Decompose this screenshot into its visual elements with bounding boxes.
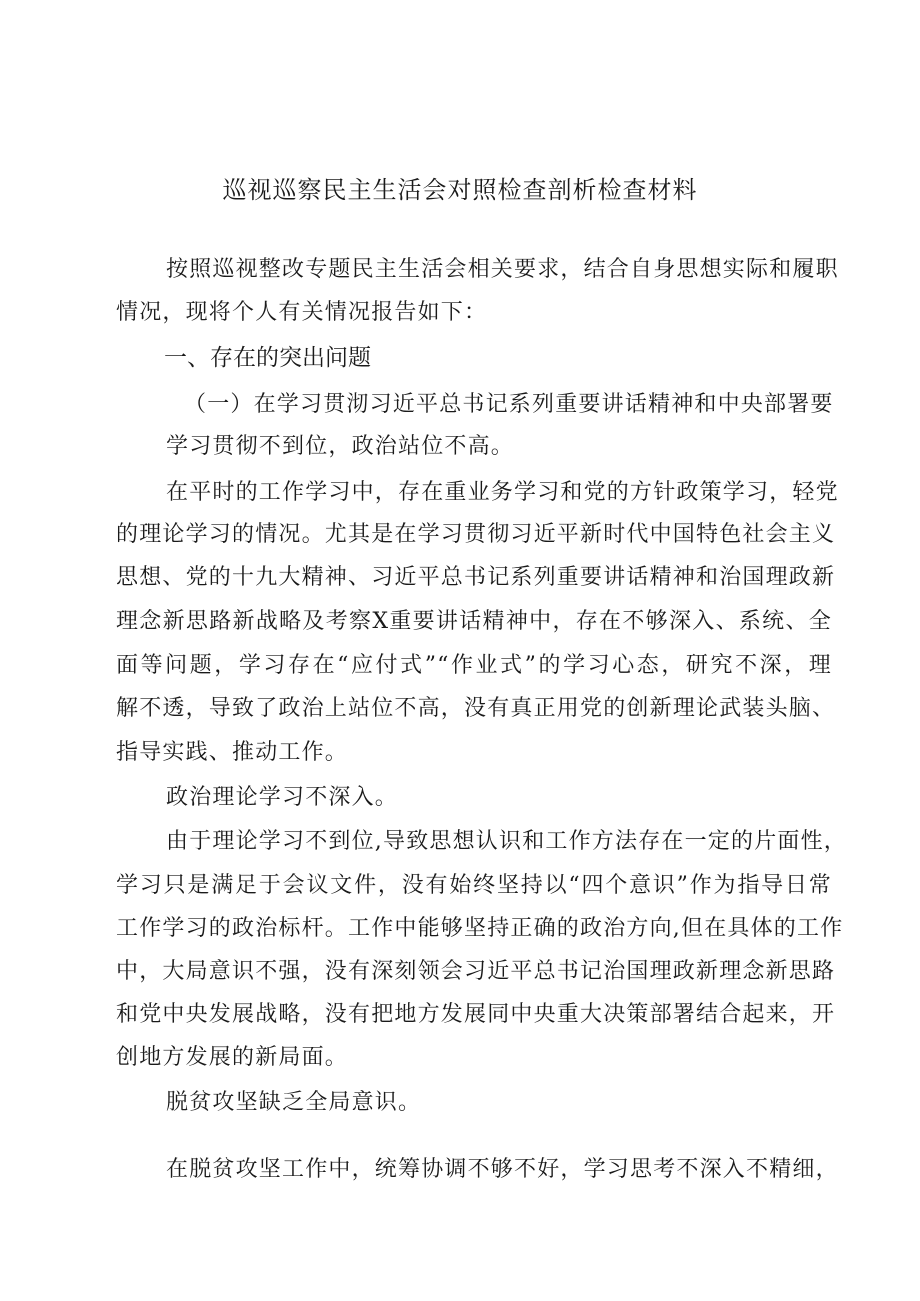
paragraph-3-line-1: 在脱贫攻坚工作中，统筹协调不够不好，学习思考不深入不精细， bbox=[166, 1157, 839, 1182]
subsection-3-heading: 脱贫攻坚缺乏全局意识。 bbox=[166, 1090, 422, 1115]
paragraph-1-line-3: 思想、党的十九大精神、习近平总书记系列重要讲话精神和治国理政新 bbox=[116, 565, 836, 590]
paragraph-1-line-4: 理念新思路新战略及考察X重要讲话精神中，存在不够深入、系统、全 bbox=[116, 609, 832, 634]
paragraph-2-line-4: 中，大局意识不强，没有深刻领会习近平总书记治国理政新理念新思路 bbox=[116, 959, 836, 984]
intro-line-2: 情况，现将个人有关情况报告如下： bbox=[116, 300, 488, 325]
paragraph-2-line-5: 和党中央发展战略，没有把地方发展同中央重大决策部署结合起来，开 bbox=[116, 1002, 836, 1027]
paragraph-1-line-2: 的理论学习的情况。尤其是在学习贯彻习近平新时代中国特色社会主义 bbox=[116, 522, 836, 547]
subsection-2-heading: 政治理论学习不深入。 bbox=[166, 785, 399, 810]
paragraph-1-line-1: 在平时的工作学习中，存在重业务学习和党的方针政策学习，轻党 bbox=[166, 480, 839, 505]
paragraph-2-line-2: 学习只是满足于会议文件，没有始终坚持以“四个意识”作为指导日常 bbox=[116, 873, 832, 898]
intro-line-1: 按照巡视整改专题民主生活会相关要求，结合自身思想实际和履职 bbox=[166, 257, 839, 282]
paragraph-2-line-1: 由于理论学习不到位,导致思想认识和工作方法存在一定的片面性， bbox=[166, 829, 847, 854]
section-heading-problems: 一、存在的突出问题 bbox=[164, 345, 371, 371]
subsection-1-line-2: 学习贯彻不到位，政治站位不高。 bbox=[166, 434, 515, 459]
paragraph-2-line-6: 创地方发展的新局面。 bbox=[116, 1045, 349, 1070]
paragraph-1-line-7: 指导实践、推动工作。 bbox=[116, 740, 349, 765]
paragraph-1-line-5: 面等问题，学习存在“应付式”“作业式”的学习心态，研究不深，理 bbox=[116, 653, 832, 678]
document-title: 巡视巡察民主生活会对照检查剖析检查材料 bbox=[222, 176, 698, 204]
paragraph-2-line-3: 工作学习的政治标杆。工作中能够坚持正确的政治方向,但在具体的工作 bbox=[116, 916, 844, 941]
subsection-1-line-1: （一）在学习贯沏习近平总书记系列重要讲话精神和中央部署要 bbox=[184, 392, 834, 417]
paragraph-1-line-6: 解不透，导致了政治上站位不高，没有真正用党的创新理论武装头脑、 bbox=[116, 696, 836, 721]
